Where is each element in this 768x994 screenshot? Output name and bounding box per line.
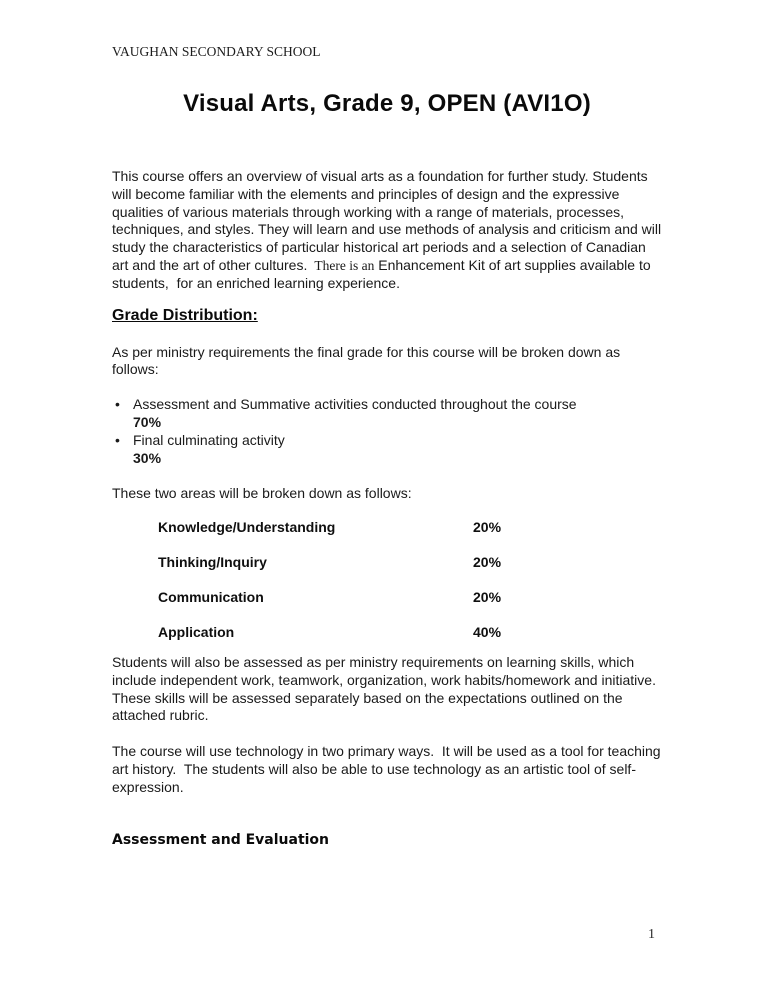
- category-percent: 20%: [473, 589, 502, 606]
- category-label: Thinking/Inquiry: [158, 554, 267, 571]
- intro-text-serif: There is an: [311, 257, 375, 273]
- assessment-heading: Assessment and Evaluation: [112, 832, 330, 849]
- grade-breakdown-table: [112, 519, 662, 642]
- grade-intro-paragraph: As per ministry requirements the final grade for this course will be broken down as follows:: [112, 343, 625, 378]
- intro-text-sans: This course offers an overview of visual arts as a foundation for further study. Students will become familiar with the elements and principles of design and the expressive qualities of various materials through working with a range of materials, processes, techniques, and styles. They will learn and use methods of analysis and criticism and will study the characteristics of particular historical art periods and a selection of Canadian art and the art of other cultures.: [112, 168, 666, 273]
- school-name: VAUGHAN SECONDARY SCHOOL: [112, 44, 321, 59]
- category-percent: 20%: [473, 554, 502, 571]
- page-content: [112, 44, 666, 849]
- breakdown-intro-paragraph: These two areas will be broken down as follows:: [112, 485, 412, 502]
- bullet-text: Final culminating activity: [133, 431, 285, 448]
- learning-skills-paragraph: Students will also be assessed as per ministry requirements on learning skills, which include independent work, teamwork, organization, work habits/homework and initiative. These skills will be assessed separately based on the expectations outlined on the attached rubric.: [112, 653, 664, 724]
- page-number: 1: [648, 927, 655, 942]
- bullet-icon: •: [115, 431, 120, 448]
- grade-bullet-list: [112, 396, 662, 467]
- bullet-text: Assessment and Summative activities conducted throughout the course: [133, 396, 577, 413]
- category-label: Communication: [158, 589, 264, 606]
- bullet-body: [133, 396, 662, 432]
- bullet-icon: •: [115, 396, 120, 413]
- bullet-body: [133, 432, 662, 468]
- table-row: [112, 624, 662, 642]
- bullet-item: [112, 432, 662, 468]
- bullet-item: [112, 396, 662, 432]
- table-row: [112, 554, 662, 572]
- category-percent: 20%: [473, 519, 502, 536]
- bullet-percent: 70%: [133, 413, 162, 430]
- grade-distribution-heading: Grade Distribution:: [112, 306, 258, 324]
- intro-text-sans-2: Enhancement Kit of art supplies available to students, for an enriched learning experience.: [112, 256, 655, 291]
- technology-paragraph: The course will use technology in two primary ways. It will be used as a tool for teaching art history. The students will also be able to use technology as an artistic tool of self-expression.: [112, 743, 665, 795]
- table-row: [112, 589, 662, 607]
- category-label: Knowledge/Understanding: [158, 519, 336, 536]
- category-label: Application: [158, 624, 235, 641]
- intro-paragraph: [112, 168, 666, 293]
- bullet-percent: 30%: [133, 449, 162, 466]
- course-title: Visual Arts, Grade 9, OPEN (AVI1O): [183, 90, 591, 117]
- category-percent: 40%: [473, 624, 502, 641]
- table-row: [112, 519, 662, 537]
